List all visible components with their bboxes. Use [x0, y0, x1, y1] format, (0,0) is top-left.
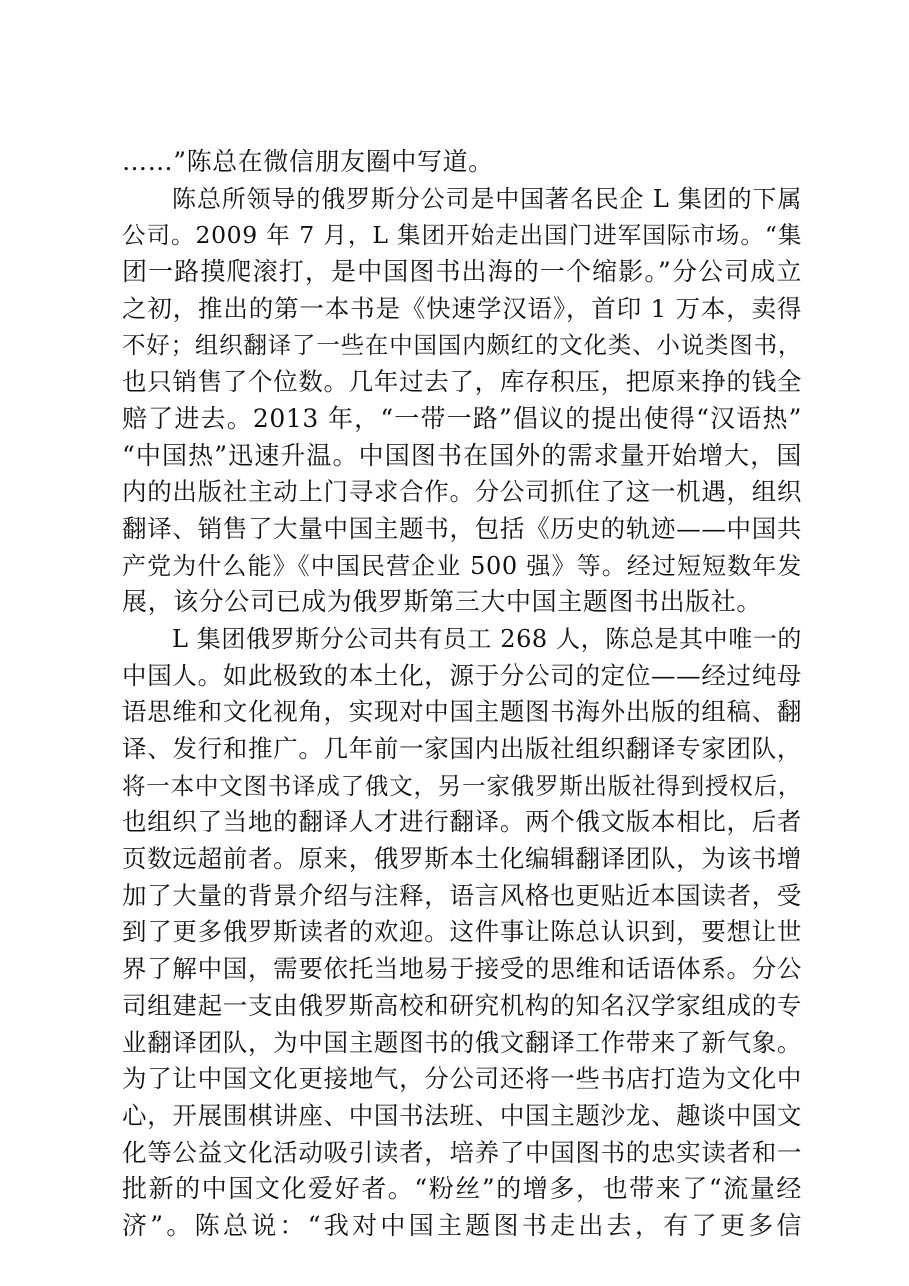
paragraph-first-line: L 集团俄罗斯分公司共有员工 268 人，陈总是其中唯一的: [172, 624, 803, 653]
text-line: 之初，推出的第一本书是《快速学汉语》，首印 1 万本，卖得: [122, 293, 802, 323]
text-line: 译、发行和推广。几年前一家国内出版社组织翻译专家团队，: [122, 734, 802, 763]
text-line: 批新的中国文化爱好者。“粉丝”的增多，也带来了“流量经: [122, 1174, 802, 1204]
text-line: 语思维和文化视角，实现对中国主题图书海外出版的组稿、翻: [122, 697, 802, 727]
text-line: 为了让中国文化更接地气，分公司还将一些书店打造为文化中: [122, 1064, 802, 1094]
text-line: 将一本中文图书译成了俄文，另一家俄罗斯出版社得到授权后，: [122, 771, 802, 800]
text-line: 中国人。如此极致的本土化，源于分公司的定位——经过纯母: [122, 660, 802, 690]
text-line: 页数远超前者。原来，俄罗斯本土化编辑翻译团队，为该书增: [122, 844, 802, 874]
text-line: 公司。2009 年 7 月，L 集团开始走出国门进军国际市场。“集: [122, 221, 802, 250]
text-line: 不好；组织翻译了一些在中国国内颇红的文化类、小说类图书，: [122, 331, 802, 360]
text-line: ……”陈总在微信朋友圈中写道。: [122, 147, 494, 176]
paragraph-first-line: 陈总所领导的俄罗斯分公司是中国著名民企 L 集团的下属: [172, 184, 802, 213]
text-line: 也组织了当地的翻译人才进行翻译。两个俄文版本相比，后者: [122, 807, 802, 837]
document-body-text: [122, 144, 802, 1245]
text-line: 也只销售了个位数。几年过去了，库存积压，把原来挣的钱全: [122, 367, 802, 397]
text-line: 界了解中国，需要依托当地易于接受的思维和话语体系。分公: [122, 954, 802, 984]
text-line: 加了大量的背景介绍与注释，语言风格也更贴近本国读者，受: [122, 880, 802, 910]
text-line: 展，该分公司已成为俄罗斯第三大中国主题图书出版社。: [122, 587, 763, 617]
text-line: 业翻译团队，为中国主题图书的俄文翻译工作带来了新气象。: [122, 1027, 802, 1057]
text-line: “中国热”迅速升温。中国图书在国外的需求量开始增大，国: [122, 440, 802, 470]
text-line: 化等公益文化活动吸引读者，培养了中国图书的忠实读者和一: [122, 1137, 802, 1167]
text-line: 团一路摸爬滚打，是中国图书出海的一个缩影。”分公司成立: [122, 257, 802, 287]
text-line: 到了更多俄罗斯读者的欢迎。这件事让陈总认识到，要想让世: [122, 917, 802, 947]
text-line: 翻译、销售了大量中国主题书，包括《历史的轨迹——中国共: [122, 513, 802, 543]
text-line: 心，开展围棋讲座、中国书法班、中国主题沙龙、趣谈中国文: [122, 1100, 802, 1130]
text-line: 内的出版社主动上门寻求合作。分公司抓住了这一机遇，组织: [122, 477, 802, 507]
text-line: 赔了进去。2013 年，“一带一路”倡议的提出使得“汉语热”: [122, 403, 802, 433]
text-line: 司组建起一支由俄罗斯高校和研究机构的知名汉学家组成的专: [122, 990, 802, 1020]
text-line: 济”。陈总说：“我对中国主题图书走出去，有了更多信: [122, 1210, 802, 1240]
text-line: 产党为什么能》《中国民营企业 500 强》等。经过短短数年发: [122, 551, 802, 580]
